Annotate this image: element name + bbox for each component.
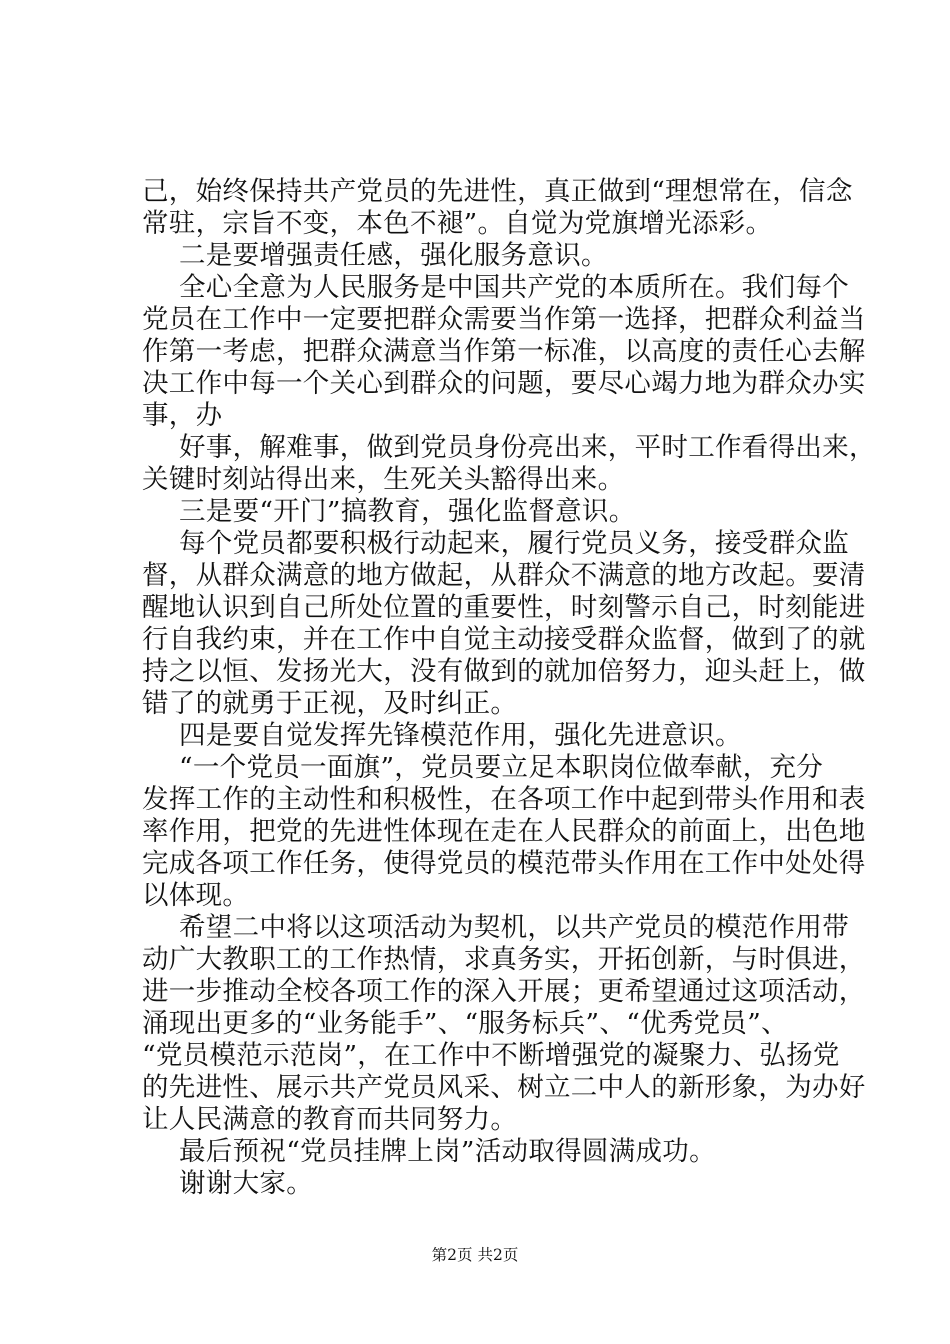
text-line: 率作用，把党的先进性体现在走在人民群众的前面上，出色地	[142, 816, 866, 847]
text-line: 进一步推动全校各项工作的深入开展；更希望通过这项活动，	[142, 976, 866, 1007]
text-line: 以体现。	[142, 880, 250, 911]
text-line: 己，始终保持共产党员的先进性，真正做到“理想常在，信念	[142, 176, 853, 207]
text-line: 关键时刻站得出来，生死关头豁得出来。	[142, 464, 625, 495]
text-line: 动广大教职工的工作热情，求真务实，开拓创新，与时俱进，	[142, 944, 866, 975]
text-line: 发挥工作的主动性和积极性，在各项工作中起到带头作用和表	[142, 784, 866, 815]
page-number-footer: 第2页 共2页	[431, 1246, 519, 1264]
text-line: 希望二中将以这项活动为契机，以共产党员的模范作用带	[179, 912, 849, 943]
text-line: “党员模范示范岗”，在工作中不断增强党的凝聚力、弘扬党	[142, 1040, 840, 1071]
text-line: 持之以恒、发扬光大，没有做到的就加倍努力，迎头赶上，做	[142, 656, 866, 687]
text-line: 二是要增强责任感，强化服务意识。	[179, 240, 608, 271]
text-line: 谢谢大家。	[179, 1168, 313, 1199]
text-line: 醒地认识到自己所处位置的重要性，时刻警示自己，时刻能进	[142, 592, 866, 623]
text-line: 行自我约束，并在工作中自觉主动接受群众监督，做到了的就	[142, 624, 866, 655]
text-line: 党员在工作中一定要把群众需要当作第一选择，把群众利益当	[142, 304, 866, 335]
text-line: “一个党员一面旗”，党员要立足本职岗位做奉献，充分	[179, 752, 824, 783]
text-line: 督，从群众满意的地方做起，从群众不满意的地方改起。要清	[142, 560, 866, 591]
text-line: 每个党员都要积极行动起来，履行党员义务，接受群众监	[179, 528, 849, 559]
text-line: 错了的就勇于正视，及时纠正。	[142, 688, 518, 719]
text-line: 常驻，宗旨不变，本色不褪”。自觉为党旗增光添彩。	[142, 208, 773, 239]
text-line: 好事，解难事，做到党员身份亮出来，平时工作看得出来，	[179, 432, 876, 463]
text-line: 的先进性、展示共产党员风采、树立二中人的新形象，为办好	[142, 1072, 866, 1103]
text-line: 让人民满意的教育而共同努力。	[142, 1104, 518, 1135]
document-body	[142, 176, 876, 1200]
text-line: 事，办	[142, 400, 223, 431]
text-line: 四是要自觉发挥先锋模范作用，强化先进意识。	[179, 720, 742, 751]
text-line: 作第一考虑，把群众满意当作第一标准，以高度的责任心去解	[142, 336, 866, 367]
text-line: 决工作中每一个关心到群众的问题，要尽心竭力地为群众办实	[142, 368, 866, 399]
text-line: 三是要“开门”搞教育，强化监督意识。	[179, 496, 636, 527]
text-line: 全心全意为人民服务是中国共产党的本质所在。我们每个	[179, 272, 849, 303]
text-line: 最后预祝“党员挂牌上岗”活动取得圆满成功。	[179, 1136, 716, 1167]
text-line: 完成各项工作任务，使得党员的模范带头作用在工作中处处得	[142, 848, 866, 879]
text-line: 涌现出更多的“业务能手”、“服务标兵”、“优秀党员”、	[142, 1008, 788, 1039]
